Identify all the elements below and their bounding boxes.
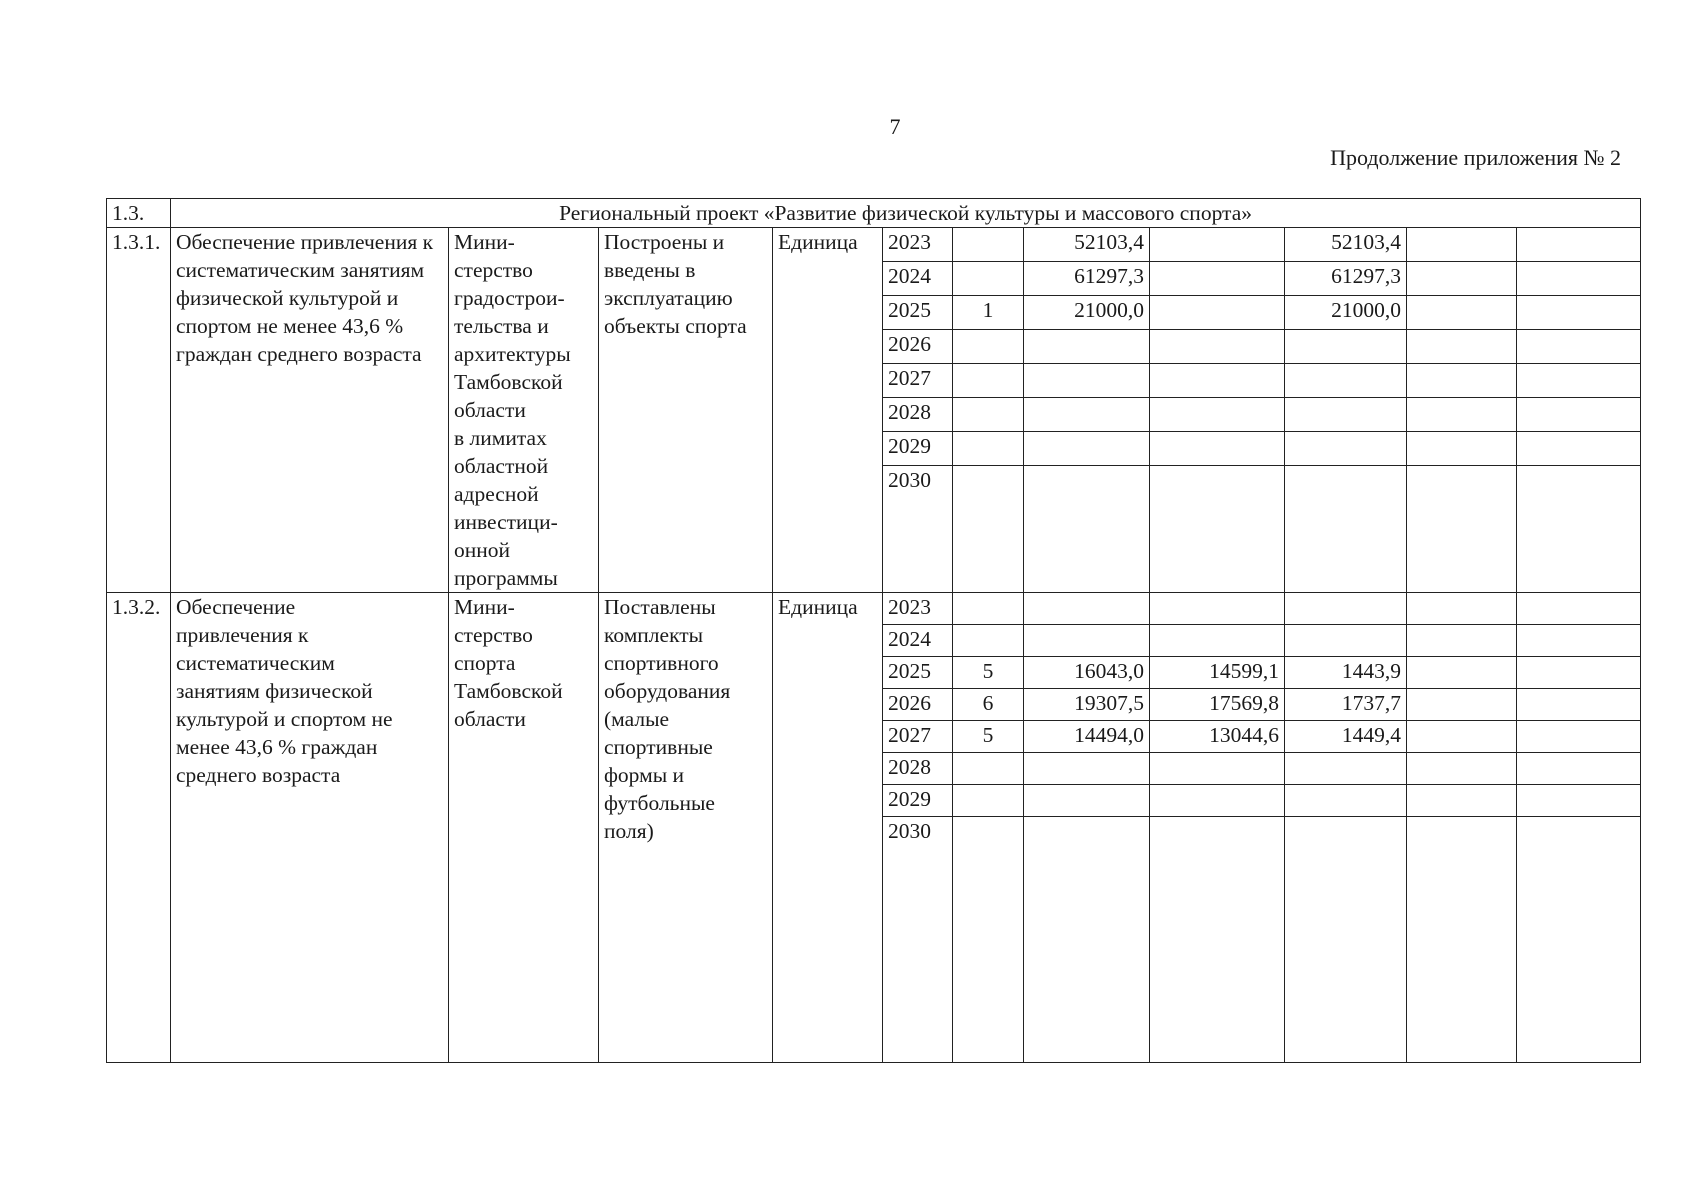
count-cell <box>953 593 1024 625</box>
year-cell: 2028 <box>883 753 953 785</box>
federal-cell <box>1150 296 1285 330</box>
total-cell <box>1024 398 1150 432</box>
year-cell: 2025 <box>883 657 953 689</box>
federal-cell <box>1150 432 1285 466</box>
local-cell <box>1407 817 1517 1063</box>
federal-cell <box>1150 817 1285 1063</box>
other-cell <box>1517 625 1641 657</box>
other-cell <box>1517 753 1641 785</box>
federal-cell <box>1150 398 1285 432</box>
local-cell <box>1407 625 1517 657</box>
total-cell <box>1024 593 1150 625</box>
regional-cell <box>1285 593 1407 625</box>
section-code: 1.3. <box>107 199 171 228</box>
federal-cell: 14599,1 <box>1150 657 1285 689</box>
other-cell <box>1517 364 1641 398</box>
local-cell <box>1407 330 1517 364</box>
year-cell: 2023 <box>883 593 953 625</box>
regional-cell <box>1285 398 1407 432</box>
count-cell: 5 <box>953 721 1024 753</box>
count-cell <box>953 398 1024 432</box>
year-cell: 2027 <box>883 364 953 398</box>
other-cell <box>1517 398 1641 432</box>
federal-cell <box>1150 262 1285 296</box>
continuation-label: Продолжение приложения № 2 <box>1330 145 1621 170</box>
total-cell <box>1024 817 1150 1063</box>
federal-cell <box>1150 466 1285 593</box>
count-cell <box>953 753 1024 785</box>
federal-cell: 13044,6 <box>1150 721 1285 753</box>
result-description: Поставлены комплекты спортивного оборудования (малые спортивные формы и футбольные поля) <box>599 593 773 1063</box>
year-cell: 2029 <box>883 432 953 466</box>
count-cell <box>953 330 1024 364</box>
executor: Мини- стерство градострои- тельства и архитектуры Тамбовской области в лимитах областной адресной инвестици- онной программы <box>449 228 599 593</box>
unit-of-measure: Единица <box>773 593 883 1063</box>
regional-cell: 1449,4 <box>1285 721 1407 753</box>
year-cell: 2026 <box>883 330 953 364</box>
regional-cell <box>1285 817 1407 1063</box>
other-cell <box>1517 689 1641 721</box>
local-cell <box>1407 296 1517 330</box>
count-cell <box>953 785 1024 817</box>
year-cell: 2030 <box>883 817 953 1063</box>
total-cell: 19307,5 <box>1024 689 1150 721</box>
other-cell <box>1517 785 1641 817</box>
total-cell <box>1024 432 1150 466</box>
regional-cell <box>1285 785 1407 817</box>
local-cell <box>1407 657 1517 689</box>
total-cell: 16043,0 <box>1024 657 1150 689</box>
year-cell: 2030 <box>883 466 953 593</box>
page-number: 7 <box>889 114 901 139</box>
row-code: 1.3.1. <box>107 228 171 593</box>
regional-cell: 1737,7 <box>1285 689 1407 721</box>
regional-cell: 21000,0 <box>1285 296 1407 330</box>
local-cell <box>1407 398 1517 432</box>
total-cell: 14494,0 <box>1024 721 1150 753</box>
federal-cell <box>1150 228 1285 262</box>
year-cell: 2024 <box>883 262 953 296</box>
other-cell <box>1517 657 1641 689</box>
count-cell <box>953 228 1024 262</box>
total-cell: 21000,0 <box>1024 296 1150 330</box>
year-cell: 2023 <box>883 228 953 262</box>
local-cell <box>1407 262 1517 296</box>
total-cell <box>1024 364 1150 398</box>
count-cell <box>953 432 1024 466</box>
federal-cell <box>1150 785 1285 817</box>
other-cell <box>1517 330 1641 364</box>
federal-cell <box>1150 364 1285 398</box>
count-cell <box>953 817 1024 1063</box>
local-cell <box>1407 364 1517 398</box>
other-cell <box>1517 262 1641 296</box>
table-row <box>107 228 1641 262</box>
local-cell <box>1407 785 1517 817</box>
count-cell: 5 <box>953 657 1024 689</box>
year-cell: 2025 <box>883 296 953 330</box>
year-cell: 2029 <box>883 785 953 817</box>
unit-of-measure: Единица <box>773 228 883 593</box>
section-row <box>107 199 1641 228</box>
total-cell <box>1024 785 1150 817</box>
regional-cell: 61297,3 <box>1285 262 1407 296</box>
total-cell <box>1024 330 1150 364</box>
local-cell <box>1407 432 1517 466</box>
count-cell <box>953 262 1024 296</box>
regional-cell <box>1285 625 1407 657</box>
other-cell <box>1517 817 1641 1063</box>
local-cell <box>1407 228 1517 262</box>
federal-cell <box>1150 593 1285 625</box>
year-cell: 2024 <box>883 625 953 657</box>
year-cell: 2027 <box>883 721 953 753</box>
total-cell <box>1024 625 1150 657</box>
federal-cell <box>1150 625 1285 657</box>
table-row <box>107 593 1641 625</box>
program-table <box>106 198 1641 1063</box>
other-cell <box>1517 721 1641 753</box>
regional-cell: 1443,9 <box>1285 657 1407 689</box>
year-cell: 2026 <box>883 689 953 721</box>
regional-cell <box>1285 364 1407 398</box>
total-cell <box>1024 753 1150 785</box>
regional-cell <box>1285 466 1407 593</box>
local-cell <box>1407 689 1517 721</box>
other-cell <box>1517 593 1641 625</box>
result-description: Построены и введены в эксплуатацию объекты спорта <box>599 228 773 593</box>
table-body <box>107 199 1641 1063</box>
regional-cell <box>1285 432 1407 466</box>
regional-cell: 52103,4 <box>1285 228 1407 262</box>
measure-name: Обеспечение привлечения к систематическим занятиям физической культурой и спортом не менее 43,6 % граждан среднего возраста <box>171 228 449 593</box>
local-cell <box>1407 593 1517 625</box>
regional-cell <box>1285 753 1407 785</box>
regional-cell <box>1285 330 1407 364</box>
count-cell: 6 <box>953 689 1024 721</box>
local-cell <box>1407 721 1517 753</box>
count-cell <box>953 625 1024 657</box>
total-cell: 61297,3 <box>1024 262 1150 296</box>
count-cell <box>953 466 1024 593</box>
other-cell <box>1517 228 1641 262</box>
federal-cell <box>1150 753 1285 785</box>
federal-cell: 17569,8 <box>1150 689 1285 721</box>
other-cell <box>1517 296 1641 330</box>
executor: Мини- стерство спорта Тамбовской области <box>449 593 599 1063</box>
total-cell: 52103,4 <box>1024 228 1150 262</box>
section-title: Региональный проект «Развитие физической культуры и массового спорта» <box>171 199 1641 228</box>
row-code: 1.3.2. <box>107 593 171 1063</box>
other-cell <box>1517 432 1641 466</box>
other-cell <box>1517 466 1641 593</box>
measure-name: Обеспечение привлечения к систематическим занятиям физической культурой и спортом не менее 43,6 % граждан среднего возраста <box>171 593 449 1063</box>
count-cell <box>953 364 1024 398</box>
local-cell <box>1407 753 1517 785</box>
local-cell <box>1407 466 1517 593</box>
federal-cell <box>1150 330 1285 364</box>
count-cell: 1 <box>953 296 1024 330</box>
year-cell: 2028 <box>883 398 953 432</box>
total-cell <box>1024 466 1150 593</box>
